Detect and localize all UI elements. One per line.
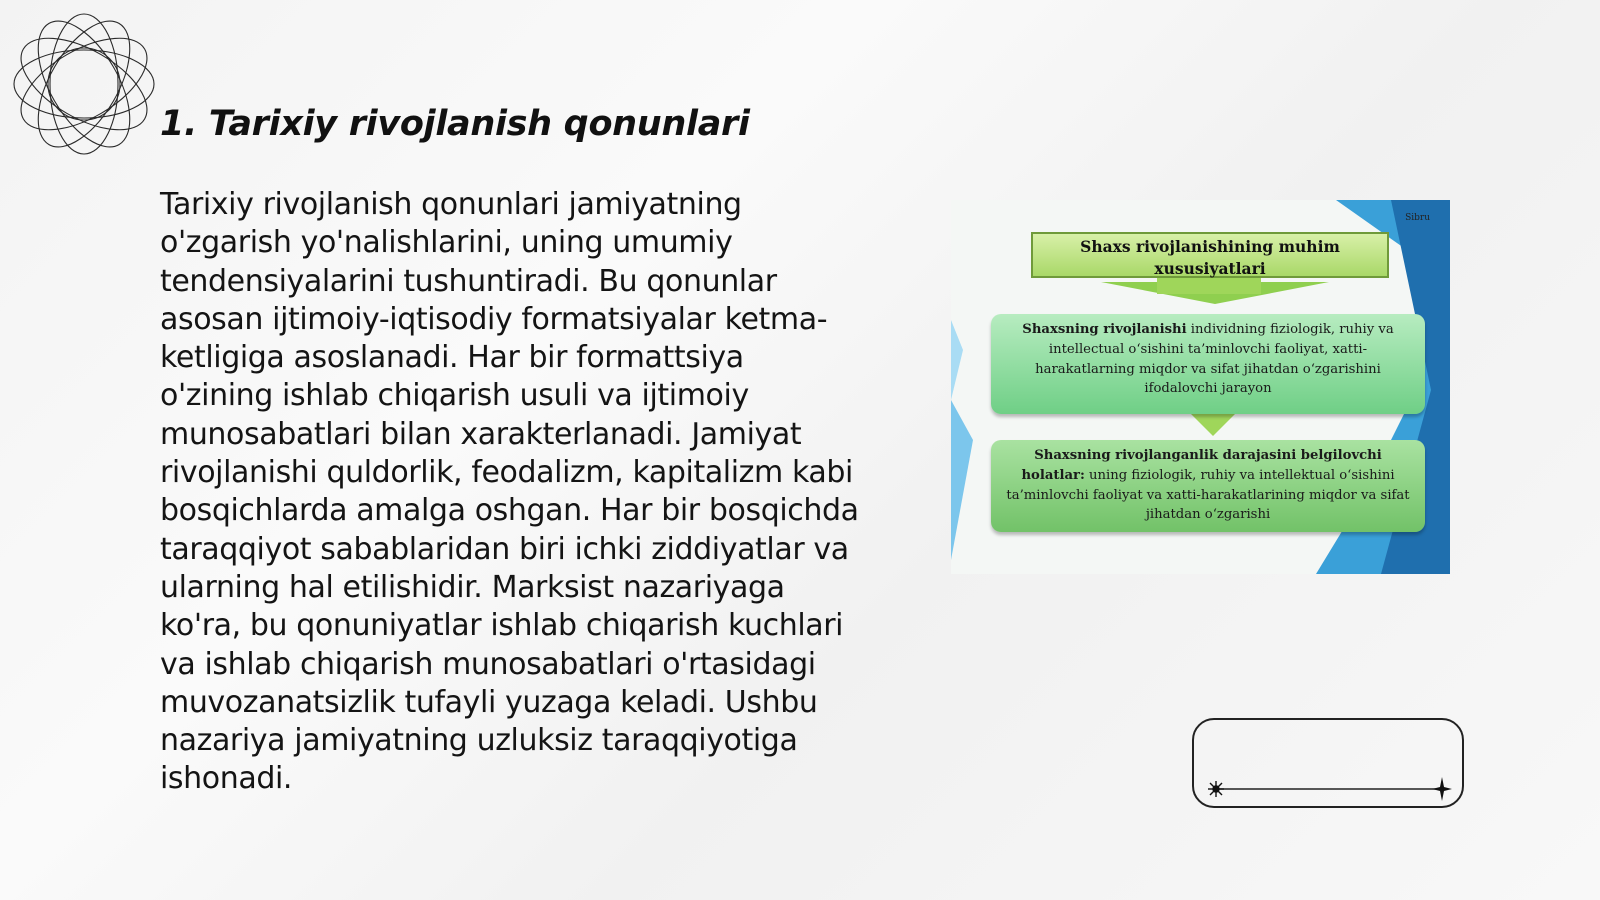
sun-icon	[1208, 781, 1224, 797]
diagram-header-box: Shaxs rivojlanishining muhim xususiyatlari	[1031, 232, 1389, 278]
slide-body-text: Tarixiy rivojlanish qonunlari jamiyatning o'zgarish yo'nalishlarini, uning umumiy tendensiyalarini tushuntiradi. Bu qonunlar asosan ijtimoiy-iqtisodiy formatsiyalar ketma-ketligiga asoslanadi. Har bir formattsiya o'zining ishlab chiqarish usuli va ijtimoiy munosabatlari bilan xarakterlanadi. Jamiyat rivojlanishi quldorlik, feodalizm, kapitalizm kabi bosqichlarda amalga oshgan. Har bir bosqichda taraqqiyot sabablaridan biri ichki ziddiyatlar va ularning hal etilishidir. Marksist nazariyaga ko'ra, bu qonuniyatlar ishlab chiqarish kuchlari va ishlab chiqarish munosabatlari o'rtasidagi muvozanatsizlik tufayli yuzaga keladi. Ushbu nazariya jamiyatning uzluksiz taraqqiyotiga ishonadi.	[160, 187, 859, 797]
diagram-box-development	[991, 314, 1425, 414]
corner-tag: Sibru	[1405, 213, 1430, 223]
progress-track-frame	[1192, 718, 1464, 808]
embedded-diagram-image	[951, 200, 1450, 574]
box2-text: uning fiziologik, ruhiy va intellektual o‘sishini ta’minlovchi faoliyat va xatti-harakatlarining miqdor va sifat jihatdan o‘zgarishi	[1006, 467, 1410, 523]
sparkle-icon	[1432, 777, 1452, 801]
box1-text: individning fiziologik, ruhiy va intellectual o‘sishini ta’minlovchi faoliyat, xatti-harakatlarning miqdor va sifat jihatdan o‘zgarishini ifodalovchi jarayon	[1035, 322, 1394, 397]
spirograph-icon	[10, 10, 158, 158]
diagram-box-level	[991, 440, 1425, 532]
box1-bold: Shaxsning rivojlanishi	[1022, 322, 1187, 337]
slide-title: 1. Tarixiy rivojlanish qonunlari	[160, 104, 750, 144]
box2-bold: Shaxsning rivojlanganlik darajasini belgilovchi holatlar:	[1021, 448, 1382, 483]
